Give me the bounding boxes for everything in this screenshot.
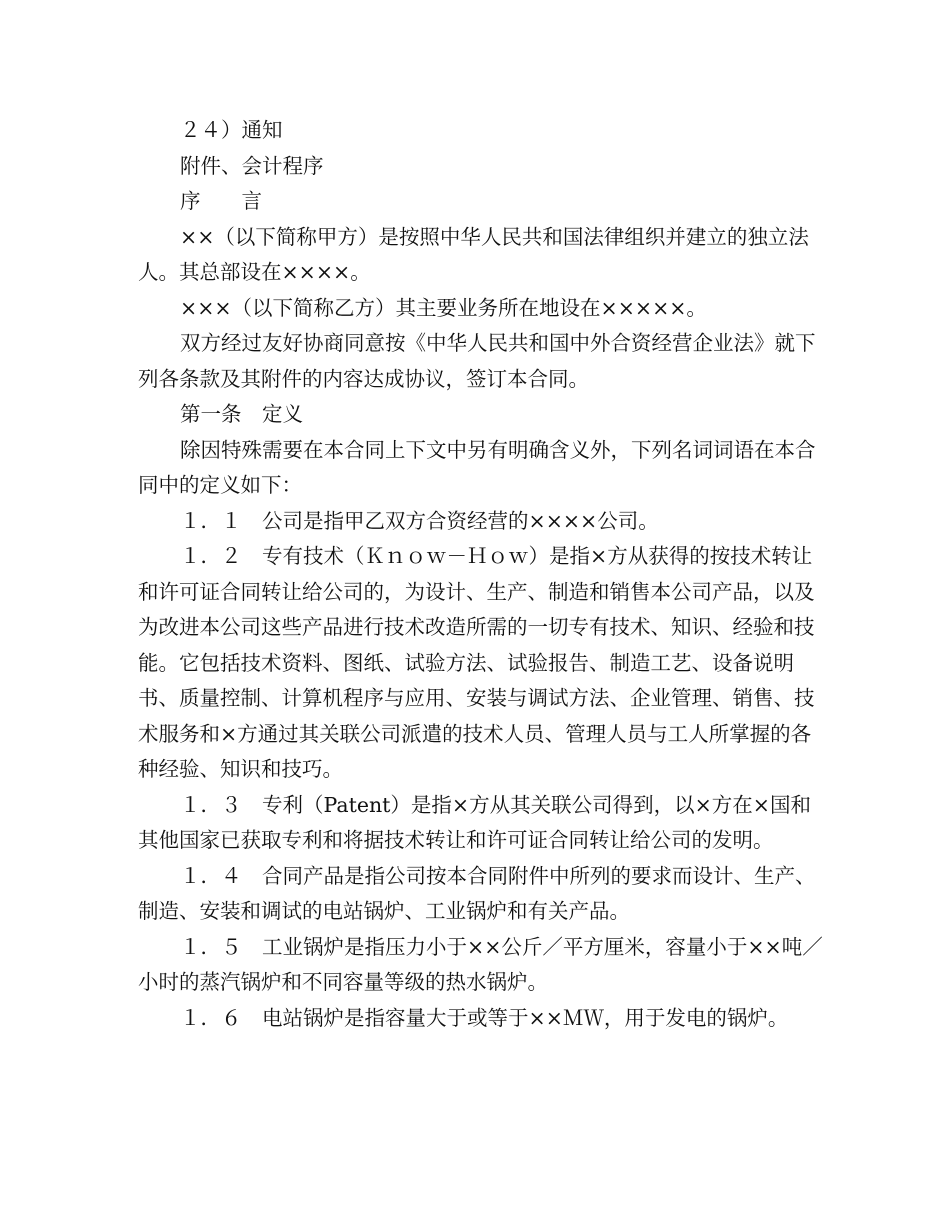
definition-1-1: １．１ 公司是指甲乙双方合资经营的××××公司。 (180, 508, 659, 533)
definition-1-3: １．３ 专利（Patent）是指×方从其关联公司得到，以×方在×国和其他国家已获取专利和将据技术转让和许可证合同转让给公司的发明。 (138, 792, 811, 852)
article-one-heading: 第一条 定义 (180, 402, 304, 426)
definition-1-2: １．２ 专有技术（Ｋｎｏｗ－Ｈｏｗ）是指×方从获得的按技术转让和许可证合同转让给公司的，为设计、生产、制造和销售本公司产品，以及为改进本公司这些产品进行技术改造所需的一切专有技术、知识、经验和技能。它包括技术资料、图纸、试验方法、试验报告、制造工艺、设备说明书、质量控制、计算机程序与应用、安装与调试方法、企业管理、销售、技术服务和×方通过其关联公司派遣的技术人员、管理人员与工人所掌握的各种经验、知识和技巧。 (138, 544, 815, 781)
heading-appendix-accounting: 附件、会计程序 (180, 153, 324, 178)
heading-notice: ２４）通知 (180, 118, 283, 142)
definition-1-4: １．４ 合同产品是指公司按本合同附件中所列的要求而设计、生产、制造、安装和调试的电站锅炉、工业锅炉和有关产品。 (138, 863, 816, 923)
party-b-paragraph: ×××（以下简称乙方）其主要业务所在地设在×××××。 (180, 295, 707, 320)
contract-body (138, 113, 828, 1036)
definition-1-5: １．５ 工业锅炉是指压力小于××公斤／平方厘米，容量小于××吨／小时的蒸汽锅炉和不同容量等级的热水锅炉。 (138, 934, 823, 994)
definitions-intro: 除因特殊需要在本合同上下文中另有明确含义外，下列名词词语在本合同中的定义如下： (138, 437, 816, 497)
heading-preface: 序 言 (180, 189, 263, 213)
party-a-paragraph: ××（以下简称甲方）是按照中华人民共和国法律组织并建立的独立法人。其总部设在××××。 (138, 224, 809, 284)
agreement-paragraph: 双方经过友好协商同意按《中华人民共和国中外合资经营企业法》就下列各条款及其附件的内容达成协议，签订本合同。 (138, 331, 816, 391)
definition-1-6: １．６ 电站锅炉是指容量大于或等于××ＭＷ，用于发电的锅炉。 (180, 1005, 789, 1030)
